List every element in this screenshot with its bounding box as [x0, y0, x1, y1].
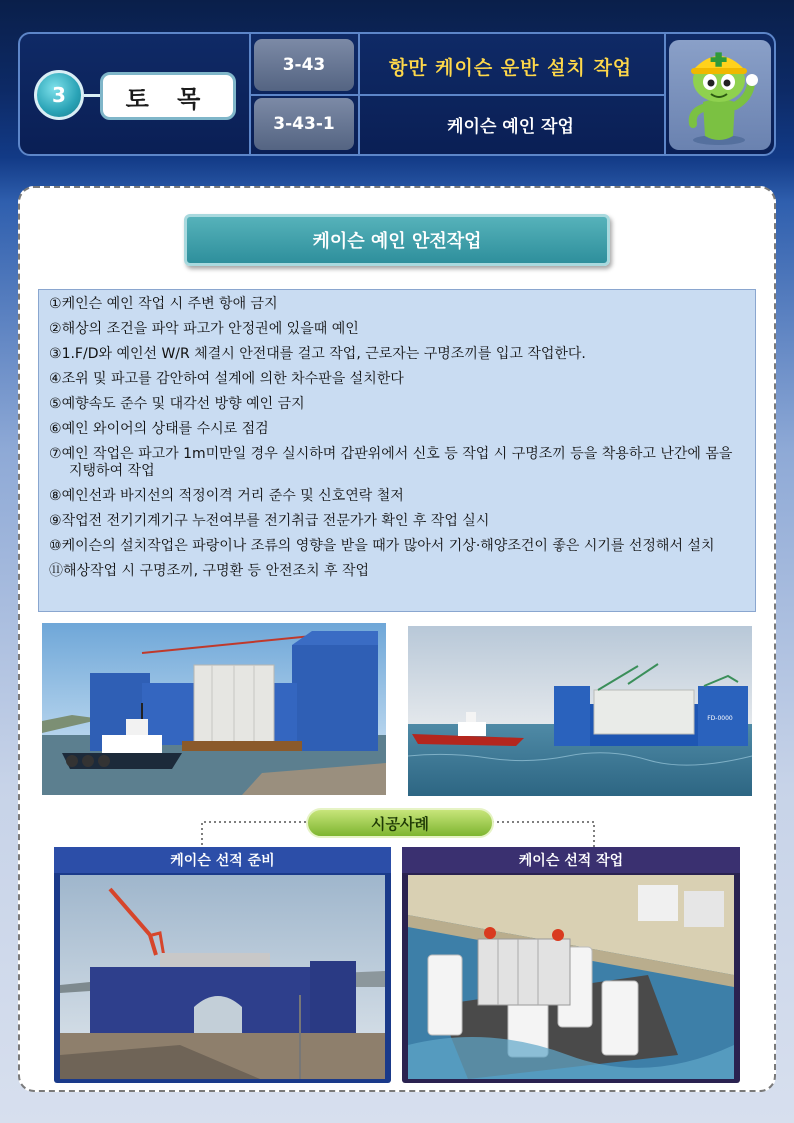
page-title: 항만 케이슨 운반 설치 작업 — [388, 56, 633, 79]
case-study-label: 시공사례 — [306, 808, 494, 838]
caisson-loading-work-illustration — [408, 875, 734, 1079]
safety-rules-list — [38, 289, 756, 612]
floating-dock-photo — [42, 623, 386, 795]
rule-item: ⑧예인선과 바지선의 적정이격 거리 준수 및 신호연락 철저 — [49, 488, 404, 504]
rule-item: ④조위 및 파고를 감안하여 설계에 의한 차수판을 설치한다 — [49, 371, 404, 387]
section-title: 케이슨 예인 안전작업 — [184, 214, 610, 266]
chapter-name: 토 목 — [100, 72, 236, 120]
subsection-code: 3-43-1 — [254, 98, 354, 150]
case-left-panel — [54, 847, 391, 1083]
header-divider — [664, 34, 666, 154]
case-right-panel — [402, 847, 740, 1083]
rule-item: ⑩케이슨의 설치작업은 파랑이나 조류의 영향을 받을 때가 많아서 기상·해양조건이 좋은 시기를 선정해서 설치 — [49, 538, 715, 554]
caisson-towing-photo — [408, 626, 752, 796]
rule-item: ①케인슨 예인 작업 시 주변 항애 금지 — [49, 296, 278, 312]
rule-item: ②해상의 조건을 파악 파고가 안정권에 있을때 예인 — [49, 321, 359, 337]
case-right-title: 케이슨 선적 작업 — [402, 847, 740, 873]
rule-item: ⑤예향속도 준수 및 대각선 방향 예인 금지 — [49, 396, 305, 412]
rule-item: ⑨작업전 전기기계기구 누전여부를 전기취급 전문가가 확인 후 작업 실시 — [49, 513, 490, 529]
safety-mascot-icon — [669, 40, 771, 150]
page-subtitle: 케이슨 예인 작업 — [447, 116, 574, 137]
rule-item: ⑪해상작업 시 구명조끼, 구명환 등 안전조치 후 작업 — [49, 563, 370, 579]
rule-item: ③1.F/D와 예인선 W/R 체결시 안전대를 걸고 작업, 근로자는 구명조끼를 입고 작업한다. — [49, 346, 586, 362]
floating-dock-sign: FD-0000 — [707, 715, 733, 722]
rule-item: ⑥예인 와이어의 상태를 수시로 점검 — [49, 421, 269, 437]
chapter-number-badge: 3 — [34, 70, 84, 120]
case-left-title: 케이슨 선적 준비 — [54, 847, 391, 873]
rule-item: ⑦예인 작업은 파고가 1m미만일 경우 실시하며 갑판위에서 신호 등 작업 시 구명조끼 등을 착용하고 난간에 몸을 지탱하여 작업 — [49, 446, 733, 479]
caisson-loading-prep-photo — [60, 875, 385, 1079]
section-code: 3-43 — [254, 39, 354, 91]
